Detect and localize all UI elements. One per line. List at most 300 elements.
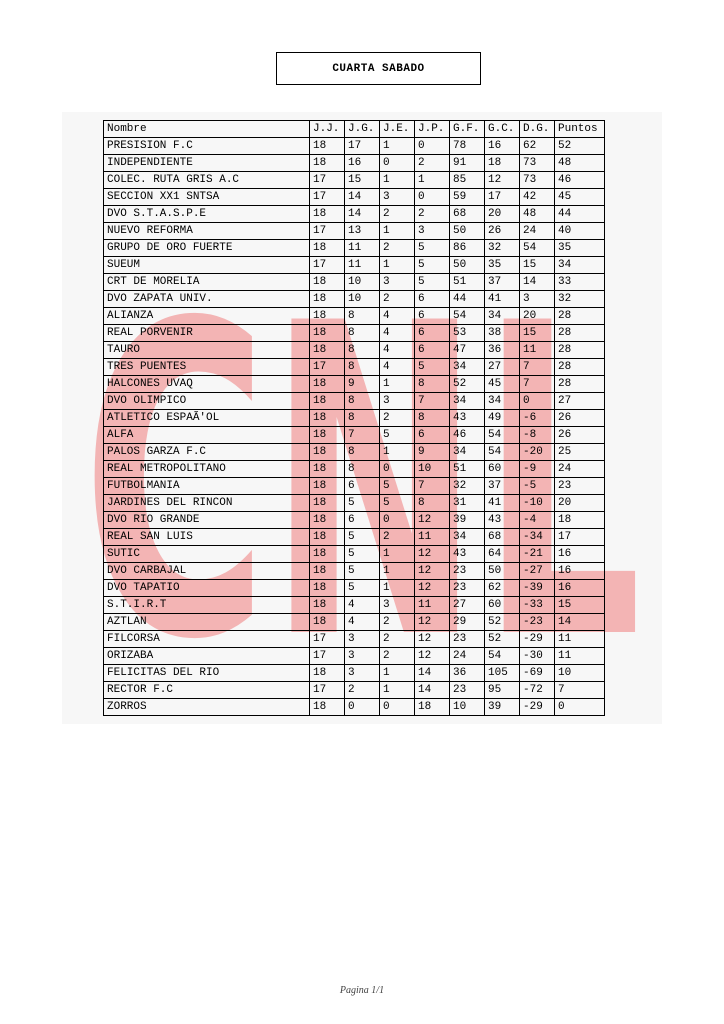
- games-drawn: 3: [380, 597, 415, 614]
- goals-against: 62: [485, 580, 520, 597]
- games-lost: 3: [415, 223, 450, 240]
- team-name: REAL METROPOLITANO: [104, 461, 310, 478]
- goals-for: 36: [450, 665, 485, 682]
- games-won: 11: [345, 240, 380, 257]
- table-row: [104, 512, 605, 529]
- games-won: 8: [345, 359, 380, 376]
- games-played: 17: [310, 172, 345, 189]
- games-played: 18: [310, 308, 345, 325]
- team-name: GRUPO DE ORO FUERTE: [104, 240, 310, 257]
- games-drawn: 0: [380, 512, 415, 529]
- goal-difference: -5: [520, 478, 555, 495]
- games-won: 13: [345, 223, 380, 240]
- goal-difference: -23: [520, 614, 555, 631]
- games-lost: 12: [415, 546, 450, 563]
- games-won: 16: [345, 155, 380, 172]
- goals-for: 44: [450, 291, 485, 308]
- goals-against: 68: [485, 529, 520, 546]
- points: 52: [555, 138, 605, 155]
- table-row: [104, 563, 605, 580]
- games-drawn: 1: [380, 223, 415, 240]
- games-played: 18: [310, 427, 345, 444]
- games-won: 8: [345, 410, 380, 427]
- team-name: DVO RIO GRANDE: [104, 512, 310, 529]
- games-drawn: 1: [380, 138, 415, 155]
- team-name: CRT DE MORELIA: [104, 274, 310, 291]
- games-won: 11: [345, 257, 380, 274]
- goals-for: 50: [450, 223, 485, 240]
- goal-difference: 73: [520, 172, 555, 189]
- games-drawn: 1: [380, 444, 415, 461]
- games-drawn: 2: [380, 614, 415, 631]
- column-header-je: J.E.: [380, 121, 415, 138]
- games-won: 8: [345, 461, 380, 478]
- goals-against: 38: [485, 325, 520, 342]
- games-won: 4: [345, 614, 380, 631]
- team-name: AZTLAN: [104, 614, 310, 631]
- games-lost: 6: [415, 342, 450, 359]
- games-drawn: 4: [380, 359, 415, 376]
- games-played: 18: [310, 665, 345, 682]
- games-drawn: 1: [380, 563, 415, 580]
- goals-against: 52: [485, 631, 520, 648]
- goal-difference: -69: [520, 665, 555, 682]
- column-header-nombre: Nombre: [104, 121, 310, 138]
- team-name: JARDINES DEL RINCON: [104, 495, 310, 512]
- points: 23: [555, 478, 605, 495]
- goals-for: 34: [450, 359, 485, 376]
- goal-difference: -39: [520, 580, 555, 597]
- team-name: REAL SAN LUIS: [104, 529, 310, 546]
- column-header-puntos: Puntos: [555, 121, 605, 138]
- team-name: S.T.I.R.T: [104, 597, 310, 614]
- games-drawn: 1: [380, 682, 415, 699]
- goal-difference: -29: [520, 631, 555, 648]
- games-lost: 14: [415, 665, 450, 682]
- games-drawn: 0: [380, 155, 415, 172]
- table-row: [104, 223, 605, 240]
- games-played: 17: [310, 631, 345, 648]
- team-name: PALOS GARZA F.C: [104, 444, 310, 461]
- points: 35: [555, 240, 605, 257]
- table-row: [104, 427, 605, 444]
- games-lost: 5: [415, 240, 450, 257]
- goal-difference: 73: [520, 155, 555, 172]
- points: 33: [555, 274, 605, 291]
- goals-against: 27: [485, 359, 520, 376]
- games-played: 18: [310, 291, 345, 308]
- points: 11: [555, 648, 605, 665]
- points: 16: [555, 546, 605, 563]
- goals-for: 43: [450, 410, 485, 427]
- games-drawn: 5: [380, 427, 415, 444]
- goals-for: 43: [450, 546, 485, 563]
- games-lost: 11: [415, 597, 450, 614]
- table-row: [104, 648, 605, 665]
- goals-against: 18: [485, 155, 520, 172]
- table-row: [104, 172, 605, 189]
- points: 18: [555, 512, 605, 529]
- watermark-text: CNL: [82, 234, 642, 724]
- table-row: [104, 478, 605, 495]
- games-lost: 6: [415, 325, 450, 342]
- games-lost: 12: [415, 631, 450, 648]
- team-name: DVO ZAPATA UNIV.: [104, 291, 310, 308]
- goals-for: 23: [450, 631, 485, 648]
- team-name: RECTOR F.C: [104, 682, 310, 699]
- games-played: 18: [310, 240, 345, 257]
- team-name: ZORROS: [104, 699, 310, 716]
- goals-against: 36: [485, 342, 520, 359]
- table-row: [104, 291, 605, 308]
- table-row: [104, 189, 605, 206]
- goal-difference: -34: [520, 529, 555, 546]
- goals-against: 60: [485, 597, 520, 614]
- games-lost: 5: [415, 274, 450, 291]
- goals-for: 29: [450, 614, 485, 631]
- goals-against: 50: [485, 563, 520, 580]
- goals-for: 51: [450, 461, 485, 478]
- team-name: ORIZABA: [104, 648, 310, 665]
- games-lost: 8: [415, 410, 450, 427]
- games-drawn: 4: [380, 325, 415, 342]
- games-lost: 8: [415, 495, 450, 512]
- games-lost: 0: [415, 138, 450, 155]
- points: 44: [555, 206, 605, 223]
- goals-against: 95: [485, 682, 520, 699]
- table-row: [104, 342, 605, 359]
- games-played: 18: [310, 563, 345, 580]
- games-lost: 7: [415, 393, 450, 410]
- games-played: 18: [310, 410, 345, 427]
- games-drawn: 2: [380, 291, 415, 308]
- points: 26: [555, 410, 605, 427]
- table-row: [104, 631, 605, 648]
- table-row: [104, 597, 605, 614]
- goals-for: 53: [450, 325, 485, 342]
- games-drawn: 4: [380, 308, 415, 325]
- goals-against: 54: [485, 444, 520, 461]
- goals-against: 34: [485, 393, 520, 410]
- team-name: NUEVO REFORMA: [104, 223, 310, 240]
- games-played: 18: [310, 699, 345, 716]
- team-name: FELICITAS DEL RIO: [104, 665, 310, 682]
- report-title: CUARTA SABADO: [276, 52, 481, 85]
- table-row: [104, 699, 605, 716]
- table-row: [104, 410, 605, 427]
- games-played: 18: [310, 342, 345, 359]
- games-won: 8: [345, 308, 380, 325]
- team-name: FILCORSA: [104, 631, 310, 648]
- table-row: [104, 359, 605, 376]
- table-row: [104, 682, 605, 699]
- games-drawn: 2: [380, 206, 415, 223]
- games-played: 18: [310, 478, 345, 495]
- games-won: 8: [345, 342, 380, 359]
- games-won: 6: [345, 478, 380, 495]
- table-row: [104, 461, 605, 478]
- games-lost: 11: [415, 529, 450, 546]
- points: 7: [555, 682, 605, 699]
- points: 15: [555, 597, 605, 614]
- games-lost: 2: [415, 206, 450, 223]
- table-header-row: [104, 121, 605, 138]
- goal-difference: -21: [520, 546, 555, 563]
- table-row: [104, 240, 605, 257]
- column-header-dg: D.G.: [520, 121, 555, 138]
- goals-for: 34: [450, 444, 485, 461]
- games-played: 18: [310, 597, 345, 614]
- games-lost: 12: [415, 512, 450, 529]
- goals-for: 78: [450, 138, 485, 155]
- games-played: 17: [310, 682, 345, 699]
- games-drawn: 1: [380, 580, 415, 597]
- games-played: 17: [310, 359, 345, 376]
- games-won: 5: [345, 563, 380, 580]
- games-won: 14: [345, 206, 380, 223]
- table-row: [104, 546, 605, 563]
- goals-for: 47: [450, 342, 485, 359]
- games-drawn: 3: [380, 189, 415, 206]
- goal-difference: -30: [520, 648, 555, 665]
- table-row: [104, 580, 605, 597]
- goals-against: 43: [485, 512, 520, 529]
- games-drawn: 1: [380, 257, 415, 274]
- games-lost: 12: [415, 580, 450, 597]
- games-drawn: 3: [380, 274, 415, 291]
- team-name: PRESISION F.C: [104, 138, 310, 155]
- games-played: 18: [310, 512, 345, 529]
- team-name: INDEPENDIENTE: [104, 155, 310, 172]
- games-played: 18: [310, 461, 345, 478]
- games-played: 17: [310, 189, 345, 206]
- points: 11: [555, 631, 605, 648]
- goal-difference: -4: [520, 512, 555, 529]
- goal-difference: 48: [520, 206, 555, 223]
- games-drawn: 0: [380, 461, 415, 478]
- goals-for: 50: [450, 257, 485, 274]
- games-played: 18: [310, 376, 345, 393]
- goals-for: 39: [450, 512, 485, 529]
- team-name: SECCION XX1 SNTSA: [104, 189, 310, 206]
- games-drawn: 0: [380, 699, 415, 716]
- standings-table: [103, 120, 605, 716]
- points: 25: [555, 444, 605, 461]
- goals-for: 34: [450, 393, 485, 410]
- column-header-gf: G.F.: [450, 121, 485, 138]
- games-lost: 6: [415, 427, 450, 444]
- games-won: 9: [345, 376, 380, 393]
- table-row: [104, 257, 605, 274]
- games-won: 3: [345, 665, 380, 682]
- team-name: TRES PUENTES: [104, 359, 310, 376]
- games-won: 4: [345, 597, 380, 614]
- games-won: 6: [345, 512, 380, 529]
- goal-difference: 11: [520, 342, 555, 359]
- table-row: [104, 308, 605, 325]
- team-name: ALIANZA: [104, 308, 310, 325]
- goals-for: 59: [450, 189, 485, 206]
- table-row: [104, 393, 605, 410]
- goals-for: 27: [450, 597, 485, 614]
- points: 40: [555, 223, 605, 240]
- games-played: 18: [310, 444, 345, 461]
- games-drawn: 2: [380, 529, 415, 546]
- goal-difference: -27: [520, 563, 555, 580]
- games-won: 15: [345, 172, 380, 189]
- games-won: 3: [345, 648, 380, 665]
- games-lost: 10: [415, 461, 450, 478]
- goals-for: 34: [450, 529, 485, 546]
- team-name: SUTIC: [104, 546, 310, 563]
- goal-difference: -29: [520, 699, 555, 716]
- games-won: 3: [345, 631, 380, 648]
- goals-for: 91: [450, 155, 485, 172]
- games-drawn: 2: [380, 631, 415, 648]
- games-won: 14: [345, 189, 380, 206]
- games-drawn: 5: [380, 478, 415, 495]
- team-name: TAURO: [104, 342, 310, 359]
- table-row: [104, 206, 605, 223]
- games-lost: 1: [415, 172, 450, 189]
- games-played: 18: [310, 155, 345, 172]
- table-row: [104, 529, 605, 546]
- goal-difference: -20: [520, 444, 555, 461]
- points: 17: [555, 529, 605, 546]
- games-lost: 14: [415, 682, 450, 699]
- goal-difference: -6: [520, 410, 555, 427]
- points: 0: [555, 699, 605, 716]
- games-drawn: 1: [380, 376, 415, 393]
- games-won: 17: [345, 138, 380, 155]
- games-won: 8: [345, 325, 380, 342]
- games-played: 18: [310, 614, 345, 631]
- games-drawn: 1: [380, 172, 415, 189]
- team-name: FUTBOLMANIA: [104, 478, 310, 495]
- games-lost: 12: [415, 563, 450, 580]
- games-played: 18: [310, 325, 345, 342]
- points: 26: [555, 427, 605, 444]
- games-won: 2: [345, 682, 380, 699]
- goals-for: 54: [450, 308, 485, 325]
- goal-difference: 42: [520, 189, 555, 206]
- points: 10: [555, 665, 605, 682]
- games-played: 17: [310, 223, 345, 240]
- games-played: 18: [310, 393, 345, 410]
- games-played: 18: [310, 138, 345, 155]
- games-drawn: 3: [380, 393, 415, 410]
- goals-for: 23: [450, 563, 485, 580]
- goals-against: 41: [485, 291, 520, 308]
- table-row: [104, 325, 605, 342]
- games-won: 8: [345, 444, 380, 461]
- goal-difference: -33: [520, 597, 555, 614]
- games-won: 10: [345, 291, 380, 308]
- team-name: DVO TAPATIO: [104, 580, 310, 597]
- games-drawn: 2: [380, 410, 415, 427]
- goal-difference: 62: [520, 138, 555, 155]
- games-won: 5: [345, 546, 380, 563]
- games-won: 5: [345, 580, 380, 597]
- goals-against: 16: [485, 138, 520, 155]
- games-won: 0: [345, 699, 380, 716]
- team-name: DVO OLIMPICO: [104, 393, 310, 410]
- games-drawn: 4: [380, 342, 415, 359]
- games-drawn: 1: [380, 665, 415, 682]
- goals-against: 54: [485, 648, 520, 665]
- points: 16: [555, 563, 605, 580]
- games-lost: 2: [415, 155, 450, 172]
- points: 24: [555, 461, 605, 478]
- goal-difference: 3: [520, 291, 555, 308]
- goal-difference: 15: [520, 257, 555, 274]
- goals-for: 51: [450, 274, 485, 291]
- games-played: 18: [310, 274, 345, 291]
- points: 20: [555, 495, 605, 512]
- goals-for: 46: [450, 427, 485, 444]
- games-won: 8: [345, 393, 380, 410]
- goals-for: 24: [450, 648, 485, 665]
- games-drawn: 2: [380, 648, 415, 665]
- games-played: 17: [310, 648, 345, 665]
- points: 46: [555, 172, 605, 189]
- goals-against: 45: [485, 376, 520, 393]
- table-row: [104, 138, 605, 155]
- games-won: 7: [345, 427, 380, 444]
- goals-against: 39: [485, 699, 520, 716]
- team-name: SUEUM: [104, 257, 310, 274]
- games-played: 17: [310, 257, 345, 274]
- goals-against: 26: [485, 223, 520, 240]
- goals-against: 12: [485, 172, 520, 189]
- goal-difference: -72: [520, 682, 555, 699]
- table-row: [104, 444, 605, 461]
- goals-against: 54: [485, 427, 520, 444]
- points: 28: [555, 325, 605, 342]
- games-lost: 9: [415, 444, 450, 461]
- goals-for: 32: [450, 478, 485, 495]
- table-row: [104, 155, 605, 172]
- goals-against: 52: [485, 614, 520, 631]
- column-header-jp: J.P.: [415, 121, 450, 138]
- team-name: COLEC. RUTA GRIS A.C: [104, 172, 310, 189]
- team-name: REAL PORVENIR: [104, 325, 310, 342]
- goals-for: 23: [450, 580, 485, 597]
- points: 34: [555, 257, 605, 274]
- table-row: [104, 665, 605, 682]
- games-lost: 7: [415, 478, 450, 495]
- goals-against: 32: [485, 240, 520, 257]
- goals-against: 34: [485, 308, 520, 325]
- games-lost: 8: [415, 376, 450, 393]
- goals-against: 37: [485, 478, 520, 495]
- team-name: DVO S.T.A.S.P.E: [104, 206, 310, 223]
- column-header-jj: J.J.: [310, 121, 345, 138]
- goal-difference: -9: [520, 461, 555, 478]
- points: 16: [555, 580, 605, 597]
- points: 28: [555, 359, 605, 376]
- column-header-jg: J.G.: [345, 121, 380, 138]
- goals-against: 41: [485, 495, 520, 512]
- table-row: [104, 614, 605, 631]
- games-won: 5: [345, 529, 380, 546]
- games-lost: 5: [415, 257, 450, 274]
- games-won: 5: [345, 495, 380, 512]
- goals-for: 31: [450, 495, 485, 512]
- games-lost: 5: [415, 359, 450, 376]
- goal-difference: 20: [520, 308, 555, 325]
- games-played: 18: [310, 529, 345, 546]
